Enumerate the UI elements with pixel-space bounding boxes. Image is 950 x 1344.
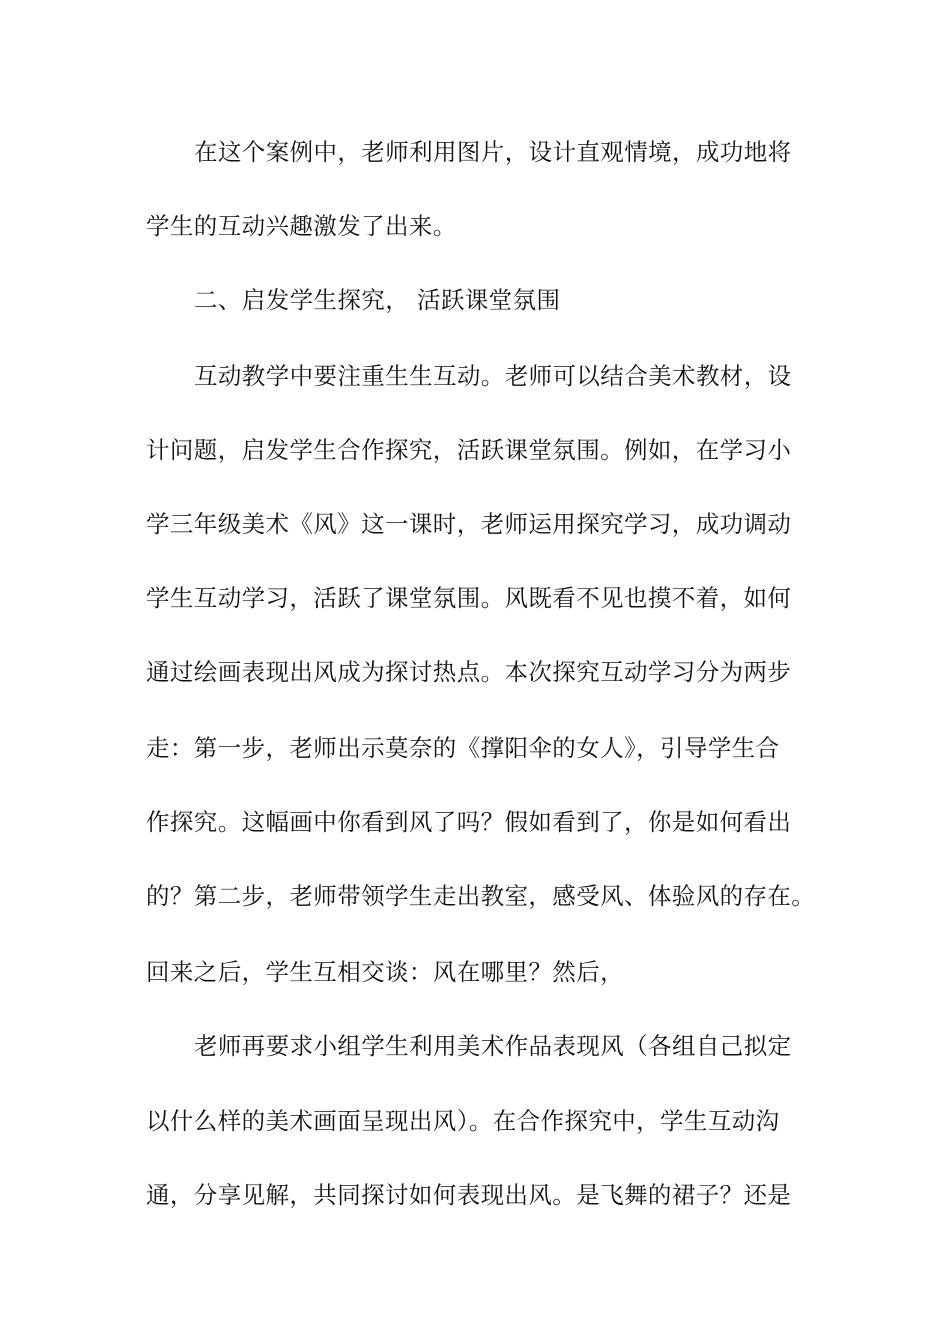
paragraph-line: 走：第一步，老师出示莫奈的《撑阳伞的女人》，引导学生合 — [146, 734, 780, 762]
paragraph-line: 学生的互动兴趣激发了出来。 — [146, 212, 457, 240]
paragraph-line: 在这个案例中，老师利用图片，设计直观情境，成功地将 — [194, 138, 792, 166]
paragraph-line: 回来之后，学生互相交谈：风在哪里？然后， — [146, 958, 624, 986]
section-heading: 二、启发学生探究， 活跃课堂氛围 — [194, 286, 561, 314]
paragraph-line: 计问题，启发学生合作探究，活跃课堂氛围。例如，在学习小 — [146, 436, 792, 464]
paragraph-line: 学生互动学习，活跃了课堂氛围。风既看不见也摸不着，如何 — [146, 584, 792, 612]
paragraph-line: 作探究。这幅画中你看到风了吗？假如看到了，你是如何看出 — [146, 808, 792, 836]
paragraph-line: 互动教学中要注重生生互动。老师可以结合美术教材，设 — [194, 362, 792, 390]
paragraph-line: 以什么样的美术画面呈现出风）。在合作探究中，学生互动沟 — [146, 1107, 780, 1135]
paragraph-line: 通过绘画表现出风成为探讨热点。本次探究互动学习分为两步 — [146, 658, 792, 686]
paragraph-line: 学三年级美术《风》这一课时，老师运用探究学习，成功调动 — [146, 510, 792, 538]
paragraph-line: 通，分享见解，共同探讨如何表现出风。是飞舞的裙子？还是 — [146, 1181, 792, 1209]
paragraph-line: 老师再要求小组学生利用美术作品表现风（各组自己拟定 — [194, 1032, 792, 1060]
paragraph-line: 的？第二步，老师带领学生走出教室，感受风、体验风的存在。 — [146, 882, 816, 910]
